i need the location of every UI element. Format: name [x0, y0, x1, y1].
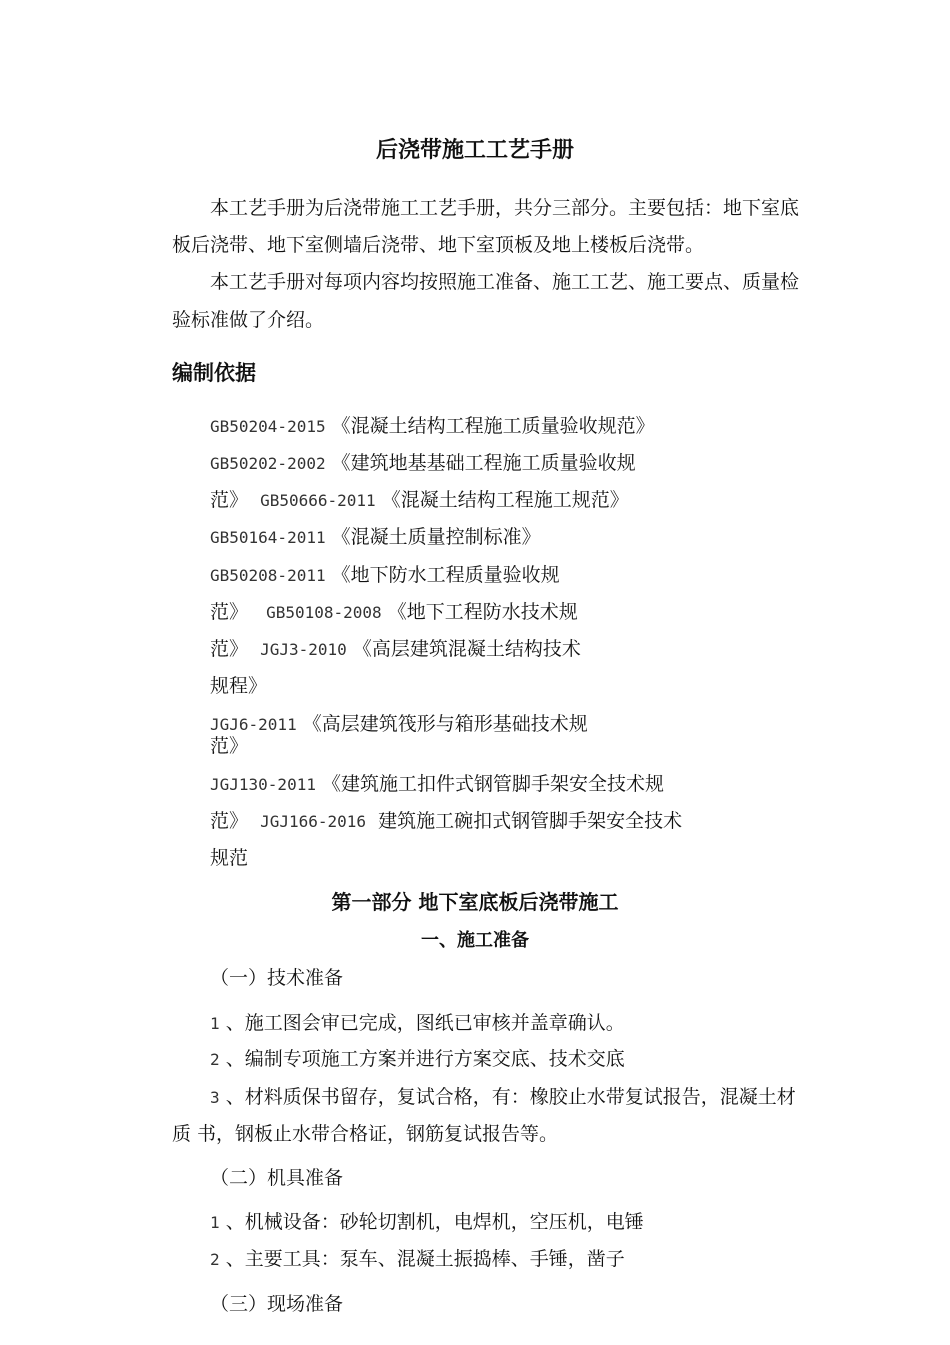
item-text: 、施工图会审已完成，图纸已审核并盖章确认。 [225, 1012, 625, 1034]
reference-line [210, 712, 588, 737]
reference-line [210, 488, 629, 513]
reference-line [210, 846, 248, 870]
reference-line [210, 809, 682, 834]
intro-paragraph-2-line-1: 本工艺手册对每项内容均按照施工准备、施工工艺、施工要点、质量检 [210, 271, 800, 293]
reference-line [210, 637, 581, 662]
subsection-heading: （二）机具准备 [210, 1167, 344, 1189]
basis-heading: 编制依据 [172, 361, 256, 385]
standard-code: GB50164-2011 [210, 528, 326, 547]
list-item [210, 1047, 625, 1072]
standard-title-end: 范》 [210, 601, 249, 623]
reference-line [210, 674, 267, 698]
standard-code: JGJ166-2016 [260, 812, 367, 831]
standard-title: 《高层建筑筏形与箱形基础技术规 [302, 713, 588, 735]
standard-title-end: 范》 [210, 638, 249, 660]
item-number: 2 [210, 1250, 220, 1269]
standard-title: 《地下工程防水技术规 [387, 601, 578, 623]
reference-line [210, 734, 248, 758]
part-one-heading: 第一部分 地下室底板后浇带施工 [331, 890, 619, 914]
item-number: 2 [210, 1050, 220, 1069]
standard-title: 《建筑地基基础工程施工质量验收规 [331, 452, 636, 474]
standard-title-end: 范》 [210, 489, 249, 511]
standard-code: GB50204-2015 [210, 417, 326, 436]
standard-title: 《建筑施工扣件式钢管脚手架安全技术规 [322, 773, 665, 795]
list-item [210, 1085, 796, 1110]
subsection-heading: （一）技术准备 [210, 967, 344, 989]
standard-code: JGJ6-2011 [210, 715, 297, 734]
item-text: 、材料质保书留存，复试合格，有：橡胶止水带复试报告，混凝土材 [225, 1086, 796, 1108]
subsection-heading: （三）现场准备 [210, 1293, 344, 1315]
standard-title: 建筑施工碗扣式钢管脚手架安全技术 [378, 810, 683, 832]
list-item [210, 1247, 625, 1272]
standard-code: JGJ3-2010 [260, 640, 347, 659]
list-item [210, 1011, 625, 1036]
standard-code: GB50108-2008 [266, 603, 382, 622]
item-number: 1 [210, 1014, 220, 1033]
standard-code: GB50666-2011 [260, 491, 376, 510]
reference-line [210, 451, 636, 476]
standard-code: GB50202-2002 [210, 454, 326, 473]
item-text: 、主要工具：泵车、混凝土振捣棒、手锤，凿子 [225, 1248, 625, 1270]
reference-line [210, 600, 578, 625]
reference-line [210, 772, 664, 797]
item-number: 3 [210, 1088, 220, 1107]
standard-title-end: 规程》 [210, 675, 268, 697]
standard-title-end: 范》 [210, 735, 249, 757]
reference-line [210, 525, 541, 550]
item-text: 、编制专项施工方案并进行方案交底、技术交底 [225, 1048, 625, 1070]
standard-title: 《混凝土质量控制标准》 [331, 526, 541, 548]
standard-code: JGJ130-2011 [210, 775, 316, 794]
standard-title: 《混凝土结构工程施工规范》 [381, 489, 629, 511]
standard-title: 《混凝土结构工程施工质量验收规范》 [331, 415, 655, 437]
standard-title: 《地下防水工程质量验收规 [331, 564, 560, 586]
list-item [210, 1210, 644, 1235]
reference-line [210, 414, 655, 439]
document-title: 后浇带施工工艺手册 [375, 138, 574, 163]
intro-paragraph-1-line-1: 本工艺手册为后浇带施工工艺手册，共分三部分。主要包括：地下室底 [210, 197, 800, 219]
list-item-continuation: 质 书，钢板止水带合格证，钢筋复试报告等。 [172, 1123, 559, 1145]
reference-line [210, 563, 560, 588]
standard-title-end: 规范 [210, 847, 249, 869]
standard-title: 《高层建筑混凝土结构技术 [352, 638, 581, 660]
item-text: 、机械设备：砂轮切割机，电焊机，空压机，电锤 [225, 1211, 644, 1233]
standard-title-end: 范》 [210, 810, 249, 832]
intro-paragraph-1-line-2: 板后浇带、地下室侧墙后浇带、地下室顶板及地上楼板后浇带。 [172, 234, 705, 256]
item-number: 1 [210, 1213, 220, 1232]
standard-code: GB50208-2011 [210, 566, 326, 585]
intro-paragraph-2-line-2: 验标准做了介绍。 [172, 309, 325, 331]
section-heading: 一、施工准备 [421, 930, 529, 951]
